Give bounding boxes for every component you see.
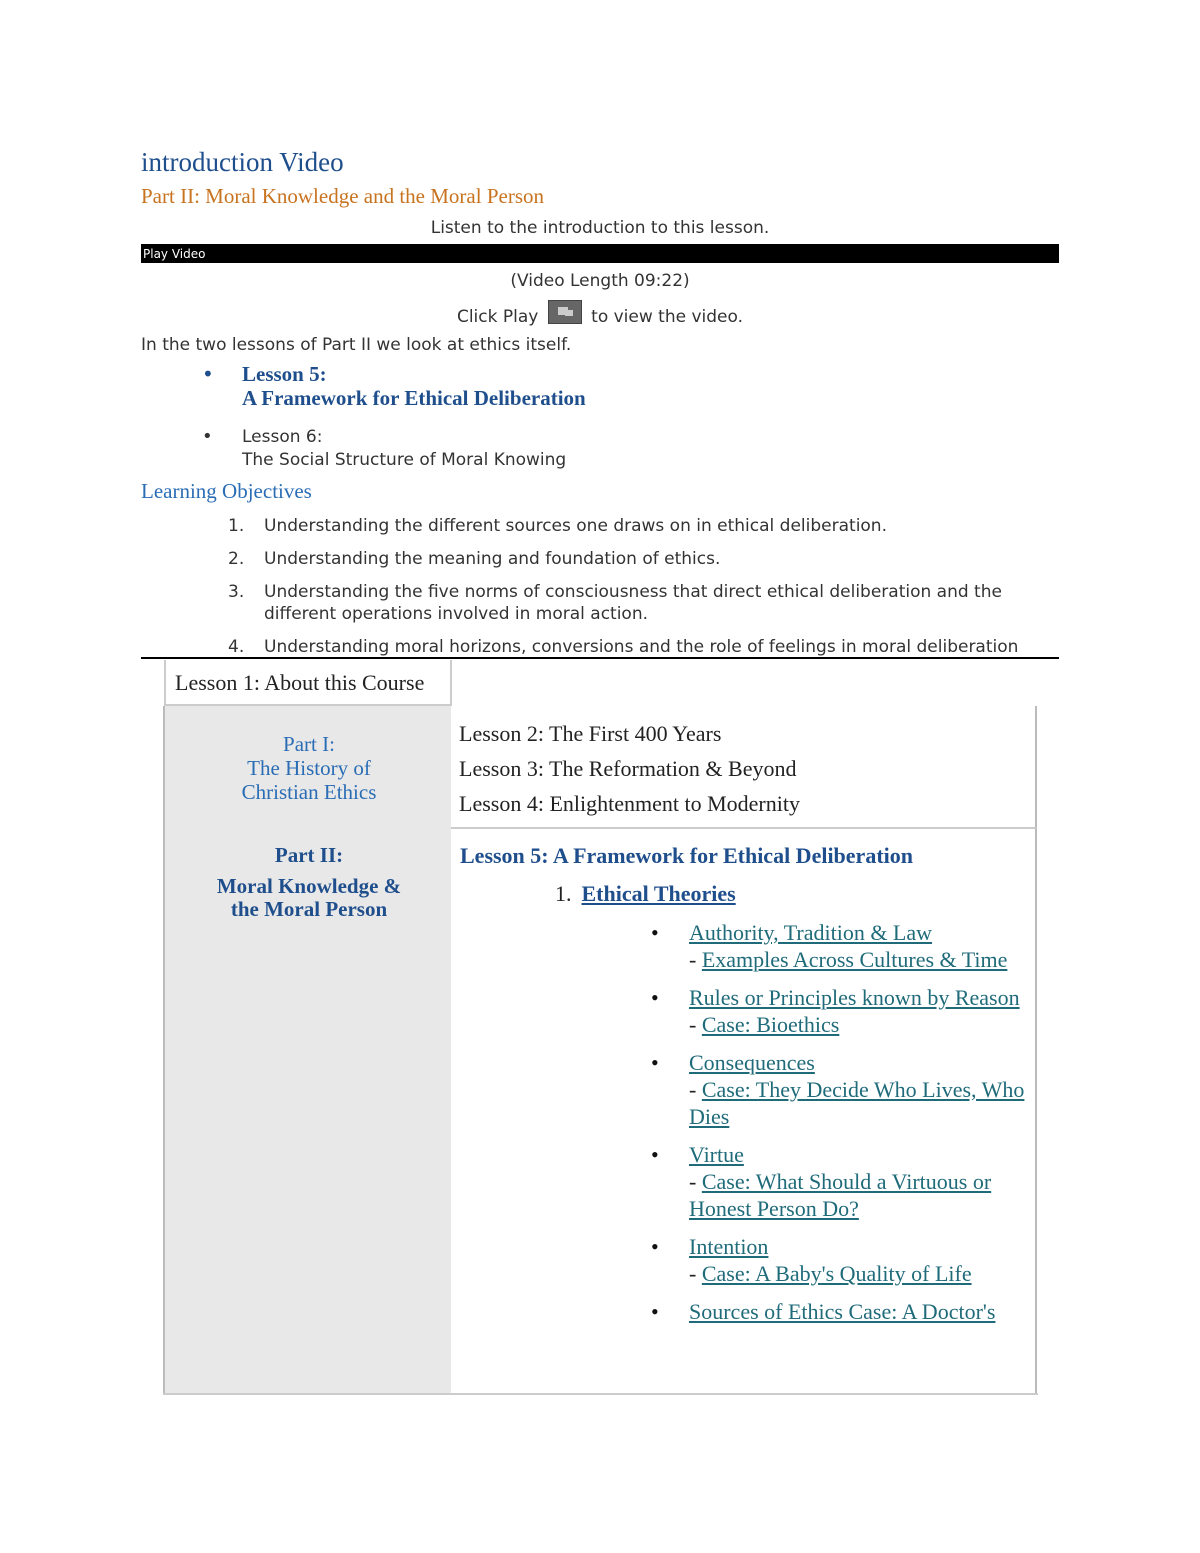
bullet-icon: • [651,1050,659,1075]
bullet-icon: • [651,1142,659,1167]
case-link[interactable]: Case: Bioethics [701,1012,840,1037]
part-1-line[interactable]: Christian Ethics [241,780,377,804]
bullet-icon: • [651,1299,659,1324]
click-play-suffix: to view the video. [591,307,744,327]
lesson-item-5[interactable] [200,362,586,410]
play-icon[interactable] [548,300,582,324]
lesson-5-title[interactable]: Lesson 5: [242,362,327,386]
click-play-instruction [0,300,1200,327]
objective-text: Understanding moral horizons, conversions and the role of feelings in moral deliberation [264,637,1019,657]
horizontal-rule [141,657,1059,659]
bullet-icon: • [202,426,213,447]
part-1-line[interactable]: Part I: [283,732,335,756]
lesson-6-subtitle[interactable]: The Social Structure of Moral Knowing [242,450,567,470]
click-play-prefix: Click Play [456,307,539,327]
part-1-line[interactable]: The History of [247,756,371,780]
tab-lesson-1[interactable]: Lesson 1: About this Course [164,660,452,706]
theory-item [651,1233,1031,1287]
case-link[interactable]: Case: What Should a Virtuous or Honest Person Do? [689,1169,992,1221]
part-1-lessons [451,706,1037,829]
learning-objectives-heading: Learning Objectives [141,479,312,503]
dash: - [689,947,697,972]
objective-number: 2. [228,549,245,569]
lesson-item-6[interactable] [200,426,586,472]
theory-link[interactable]: Authority, Tradition & Law [689,920,933,945]
part-2-line[interactable]: Moral Knowledge & [216,874,402,898]
theories-list [651,919,1031,1336]
theory-item [651,1298,1031,1325]
objective-item [228,515,1058,537]
intro-text: In the two lessons of Part II we look at ethics itself. [141,335,572,355]
case-link[interactable]: Case: A Baby's Quality of Life [701,1261,972,1286]
objective-item [228,548,1058,570]
theory-item [651,919,1031,973]
objective-item [228,636,1058,658]
bullet-icon: • [651,1234,659,1259]
ethical-theories-link[interactable]: Ethical Theories [581,881,736,906]
section-number: 1. [555,881,572,906]
theory-link[interactable]: Intention [689,1234,769,1259]
lesson-list [200,362,586,488]
section-heading [555,881,736,907]
part-1-label[interactable] [165,732,453,804]
case-link[interactable]: Examples Across Cultures & Time [701,947,1008,972]
theory-link[interactable]: Consequences [689,1050,815,1075]
play-video-bar[interactable] [141,244,1059,263]
objective-number: 4. [228,637,245,657]
bullet-icon: • [651,985,659,1010]
dash: - [689,1077,697,1102]
bullet-icon: • [651,920,659,945]
page-title: introduction Video [141,147,344,177]
case-link[interactable]: Case: They Decide Who Lives, Who Dies [689,1077,1025,1129]
objective-text: Understanding the meaning and foundation of ethics. [264,549,721,569]
objective-number: 1. [228,516,245,536]
lesson-link-2[interactable]: Lesson 2: The First 400 Years [459,721,722,746]
lesson-5-heading[interactable]: Lesson 5: A Framework for Ethical Deliberation [460,843,913,868]
theory-link[interactable]: Sources of Ethics Case: A Doctor's [689,1299,996,1324]
objectives-list [228,515,1058,669]
part-2-label[interactable] [165,844,453,921]
objective-text: Understanding the different sources one draws on in ethical deliberation. [264,516,887,536]
table-bottom-border [163,1393,1038,1395]
part-2-line[interactable]: Part II: [274,843,344,867]
objective-number: 3. [228,582,245,602]
part-2-line[interactable]: the Moral Person [230,897,388,921]
theory-item [651,1141,1031,1222]
play-video-label[interactable]: Play Video [143,247,206,261]
listen-instruction: Listen to the introduction to this lesson. [430,218,770,238]
dash: - [689,1261,697,1286]
objective-item [228,581,1058,625]
theory-link[interactable]: Virtue [689,1142,744,1167]
dash: - [689,1169,697,1194]
lesson-5-subtitle[interactable]: A Framework for Ethical Deliberation [242,386,586,410]
video-length: (Video Length 09:22) [510,271,690,291]
dash: - [689,1012,697,1037]
course-nav-sidebar [163,706,451,1394]
theory-item [651,984,1031,1038]
lesson-link-4[interactable]: Lesson 4: Enlightenment to Modernity [459,791,800,816]
theory-link[interactable]: Rules or Principles known by Reason [689,985,1020,1010]
lesson-link-3[interactable]: Lesson 3: The Reformation & Beyond [459,756,797,781]
bullet-icon: • [202,362,214,386]
theory-item [651,1049,1031,1130]
page-subtitle: Part II: Moral Knowledge and the Moral Person [141,184,544,208]
lesson-6-title[interactable]: Lesson 6: [242,427,323,447]
lesson-5-panel [451,829,1037,1394]
objective-text: Understanding the five norms of consciousness that direct ethical deliberation and the different operations involved in moral action. [264,582,1002,624]
